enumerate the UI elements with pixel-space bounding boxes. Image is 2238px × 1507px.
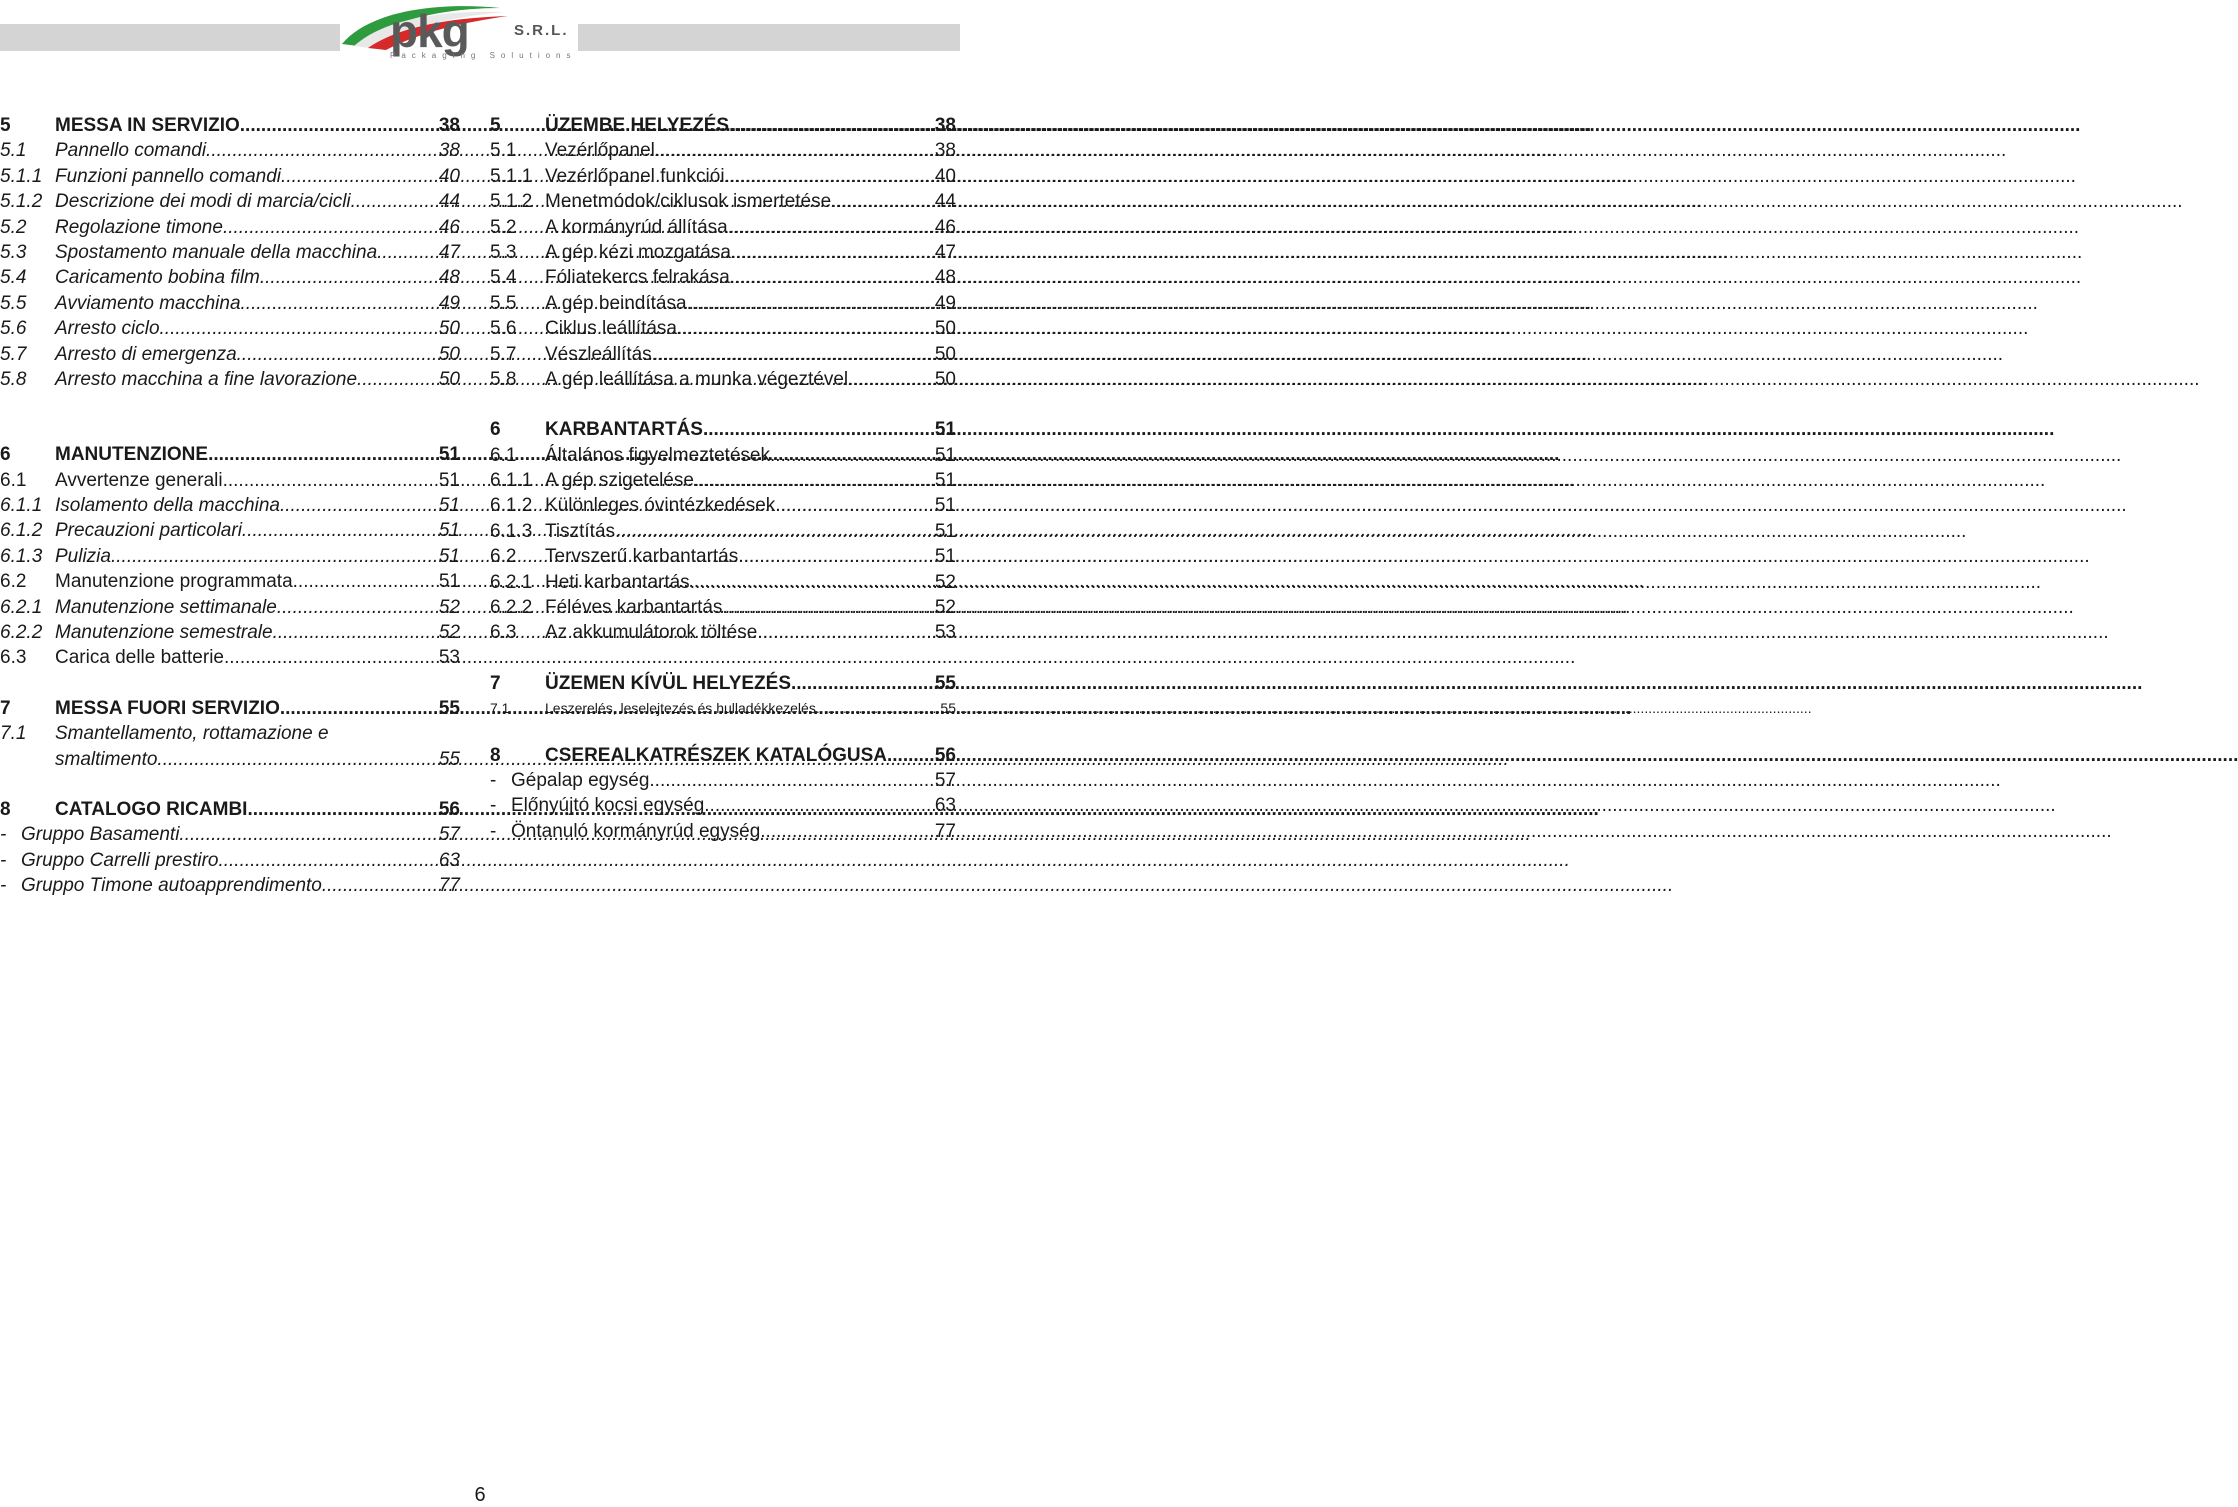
toc-entry	[490, 768, 956, 793]
dot-leader	[731, 240, 935, 265]
toc-section-8	[490, 743, 956, 845]
entry-page: 48	[438, 267, 460, 289]
entry-title: Avvertenze generali	[55, 469, 223, 491]
toc-entry	[490, 793, 956, 818]
entry-title: smaltimento	[55, 748, 158, 770]
entry-title: A kormányrúd állítása	[545, 216, 728, 238]
entry-page: 51	[934, 546, 956, 568]
dot-leader	[273, 620, 439, 645]
entry-page: 50	[438, 318, 460, 340]
toc-entry	[490, 819, 956, 844]
entry-page: 56	[438, 798, 460, 820]
dot-leader	[652, 342, 935, 367]
toc-entry	[490, 342, 956, 367]
dot-leader	[237, 342, 439, 367]
entry-number: -	[490, 795, 497, 817]
logo-wordmark: pkg	[390, 5, 469, 57]
entry-title: Smantellamento, rottamazione e	[55, 723, 329, 745]
toc-italian	[0, 113, 460, 899]
dot-leader	[757, 620, 935, 645]
entry-page: 38	[438, 140, 460, 162]
toc-entry	[490, 696, 956, 721]
toc-entry	[490, 417, 956, 442]
entry-page: 50	[934, 368, 956, 390]
entry-title: Vezérlőpanel	[545, 140, 655, 162]
toc-entry	[0, 696, 460, 721]
entry-page: 51	[438, 571, 460, 593]
entry-title: Caricamento bobina film	[55, 267, 260, 289]
entry-title: Arresto di emergenza	[55, 343, 237, 365]
entry-number: 6.3	[490, 622, 517, 644]
dot-leader	[649, 768, 934, 793]
dot-leader	[218, 848, 438, 873]
entry-page: 51	[438, 469, 460, 491]
entry-number: 5	[0, 115, 11, 136]
entry-page: 50	[934, 343, 956, 365]
entry-title: A gép leállítása a munka végeztével	[545, 368, 849, 390]
toc-section-5	[490, 113, 956, 392]
dot-leader	[241, 291, 439, 316]
entry-title: KARBANTARTÁS	[545, 419, 703, 441]
entry-number: 7.1	[490, 700, 510, 717]
entry-number: 6.2.1	[0, 596, 43, 618]
entry-number: 5.2	[0, 216, 27, 238]
entry-number: 6	[0, 444, 11, 466]
dot-leader	[223, 468, 439, 493]
entry-number: 5.5	[490, 292, 517, 314]
entry-title: Pannello comandi	[55, 140, 207, 162]
toc-entry	[0, 569, 460, 594]
toc-entry	[0, 873, 460, 898]
entry-title: Vészleállítás	[545, 343, 652, 365]
entry-number: 8	[490, 744, 501, 766]
dot-leader	[260, 265, 439, 290]
toc-entry	[0, 518, 460, 543]
toc-entry	[490, 544, 956, 569]
entry-number: -	[490, 820, 497, 842]
entry-title: Fóliatekercs felrakása	[545, 267, 730, 289]
entry-page: 50	[438, 368, 460, 390]
entry-number: 6.2	[490, 546, 517, 568]
dot-leader	[208, 442, 439, 467]
entry-page: 56	[934, 744, 956, 766]
toc-section-7	[490, 671, 956, 722]
entry-number: 6.2.1	[490, 571, 533, 593]
toc-entry	[490, 164, 956, 189]
entry-title: Különleges óvintézkedések	[545, 495, 776, 517]
toc-entry	[0, 265, 460, 290]
entry-number: 6.1.3	[0, 545, 43, 567]
entry-number: 5.3	[490, 241, 517, 263]
entry-page: 53	[438, 647, 460, 669]
entry-number: 6.1	[490, 444, 517, 466]
entry-number: 6.2	[0, 571, 27, 593]
toc-entry	[490, 620, 956, 645]
entry-page: 55	[438, 697, 460, 719]
entry-page: 51	[438, 444, 460, 466]
entry-number: 6.1.3	[490, 520, 533, 542]
entry-title: Gruppo Timone autoapprendimento	[21, 875, 322, 897]
dot-leader	[704, 793, 935, 818]
entry-page: 44	[934, 191, 956, 213]
dot-leader	[775, 493, 935, 518]
toc-entry	[0, 240, 460, 265]
dot-leader	[816, 696, 941, 721]
header-band-right	[578, 24, 960, 51]
dot-leader	[247, 797, 438, 822]
entry-number: 8	[0, 798, 11, 820]
entry-number: 6.3	[0, 647, 27, 669]
dot-leader	[157, 747, 438, 772]
entry-number: 6.2.2	[490, 597, 533, 619]
toc-entry	[0, 544, 460, 569]
entry-page: 52	[438, 622, 460, 644]
dot-leader	[729, 113, 935, 138]
entry-title: Menetmódok/ciklusok ismertetése	[545, 191, 832, 213]
entry-title: Gruppo Carrelli prestiro	[21, 849, 219, 871]
entry-number: 7	[0, 697, 11, 719]
dot-leader	[322, 873, 439, 898]
dot-leader	[377, 240, 439, 265]
dot-leader	[677, 316, 935, 341]
entry-page: 38	[438, 115, 460, 136]
entry-page: 49	[438, 292, 460, 314]
entry-number: 5.1	[0, 140, 27, 162]
toc-entry	[490, 493, 956, 518]
entry-number: 5.5	[0, 292, 27, 314]
dot-leader	[831, 189, 935, 214]
toc-entry	[0, 367, 460, 392]
logo-suffix: S.R.L.	[514, 22, 569, 39]
entry-page: 38	[934, 115, 956, 136]
entry-number: 5.4	[490, 267, 517, 289]
entry-number: 6.2.2	[0, 622, 43, 644]
entry-title: Precauzioni particolari	[55, 520, 242, 542]
entry-number: 7	[490, 672, 501, 694]
entry-title: Általános figyelmeztetések	[545, 444, 770, 466]
page-header	[0, 0, 960, 62]
entry-title: Spostamento manuale della macchina	[55, 241, 378, 263]
entry-number: 5.1.2	[0, 191, 43, 213]
dot-leader	[848, 367, 935, 392]
toc-entry	[490, 468, 956, 493]
entry-number: 6.1.2	[490, 495, 533, 517]
entry-title: Tisztítás	[545, 520, 616, 542]
toc-section-6	[0, 442, 460, 671]
entry-number: 5.4	[0, 267, 27, 289]
entry-number: 5.3	[0, 241, 27, 263]
entry-page: 55	[940, 700, 956, 717]
dot-leader	[111, 544, 439, 569]
toc-entry	[0, 620, 460, 645]
entry-title: Descrizione dei modi di marcia/cicli	[55, 191, 351, 213]
dot-leader	[690, 570, 935, 595]
toc-entry	[0, 342, 460, 367]
toc-entry	[490, 367, 956, 392]
toc-entry	[0, 468, 460, 493]
toc-entry	[490, 291, 956, 316]
entry-title: CSEREALKATRÉSZEK KATALÓGUSA	[545, 744, 887, 766]
dot-leader	[725, 164, 935, 189]
toc-hungarian	[490, 113, 956, 844]
entry-number: 5	[490, 115, 501, 136]
entry-title: MANUTENZIONE	[55, 444, 209, 466]
entry-number: 5.2	[490, 216, 517, 238]
toc-entry	[490, 215, 956, 240]
entry-number: -	[0, 849, 7, 871]
entry-page: 52	[438, 596, 460, 618]
entry-page: 50	[934, 318, 956, 340]
entry-number: 5.7	[490, 343, 517, 365]
toc-entry	[490, 189, 956, 214]
entry-page: 46	[934, 216, 956, 238]
toc-entry	[0, 189, 460, 214]
entry-title: A gép kézi mozgatása	[545, 241, 731, 263]
entry-page: 77	[934, 820, 956, 842]
entry-number: 5.6	[490, 318, 517, 340]
entry-title: Tervszerű karbantartás	[545, 546, 739, 568]
entry-page: 51	[438, 545, 460, 567]
dot-leader	[240, 113, 439, 138]
entry-number: 6.1.2	[0, 520, 43, 542]
toc-entry	[490, 316, 956, 341]
dot-leader	[242, 518, 439, 543]
entry-page: 63	[438, 849, 460, 871]
entry-page: 44	[438, 191, 460, 213]
dot-leader	[728, 215, 935, 240]
entry-number: 6	[490, 419, 501, 441]
dot-leader	[223, 215, 439, 240]
entry-number: 5.6	[0, 318, 27, 340]
toc-entry	[0, 164, 460, 189]
toc-entry	[0, 442, 460, 467]
entry-page: 52	[934, 571, 956, 593]
entry-page: 57	[438, 824, 460, 846]
entry-page: 40	[934, 165, 956, 187]
toc-entry-continued	[0, 747, 460, 772]
dot-leader	[281, 164, 439, 189]
dot-leader	[351, 189, 439, 214]
dot-leader	[277, 595, 439, 620]
entry-page: 55	[438, 748, 460, 770]
dot-leader	[730, 265, 935, 290]
toc-entry	[0, 316, 460, 341]
entry-number: 5.1.2	[490, 191, 533, 213]
toc-entry	[0, 797, 460, 822]
entry-page: 51	[438, 495, 460, 517]
entry-title: Az akkumulátorok töltése	[545, 622, 758, 644]
toc-entry	[490, 240, 956, 265]
entry-number: 5.1.1	[490, 165, 533, 187]
entry-title: Manutenzione programmata	[55, 571, 293, 593]
toc-section-5	[0, 113, 460, 392]
entry-page: 51	[438, 520, 460, 542]
entry-title: ÜZEMEN KÍVÜL HELYEZÉS	[545, 672, 791, 694]
entry-title: Gruppo Basamenti	[21, 824, 180, 846]
dot-leader	[687, 291, 935, 316]
toc-entry	[0, 113, 460, 138]
entry-number: 5.8	[0, 368, 27, 390]
entry-page: 38	[934, 140, 956, 162]
toc-entry	[490, 519, 956, 544]
toc-entry	[490, 595, 956, 620]
toc-entry	[490, 443, 956, 468]
entry-page: 52	[934, 597, 956, 619]
entry-page: 50	[438, 343, 460, 365]
toc-section-6	[490, 417, 956, 646]
dot-leader	[887, 743, 935, 768]
entry-title: Funzioni pannello comandi	[55, 165, 282, 187]
dot-leader	[703, 417, 935, 442]
dot-leader	[760, 819, 935, 844]
dot-leader	[160, 316, 439, 341]
dot-leader	[179, 822, 438, 847]
entry-number: -	[0, 824, 7, 846]
entry-page: 48	[934, 267, 956, 289]
entry-title: Gépalap egység	[511, 769, 650, 791]
entry-title: Manutenzione semestrale	[55, 622, 273, 644]
entry-title: A gép beindítása	[545, 292, 687, 314]
entry-number: -	[0, 875, 7, 897]
entry-number: 6.1	[0, 469, 27, 491]
toc-entry	[0, 822, 460, 847]
entry-page: 40	[438, 165, 460, 187]
entry-title: CATALOGO RICAMBI	[55, 798, 248, 820]
dot-leader	[770, 443, 935, 468]
toc-entry	[490, 113, 956, 138]
toc-entry	[0, 291, 460, 316]
entry-page: 63	[934, 795, 956, 817]
entry-number: 5.1	[490, 140, 517, 162]
entry-title: MESSA FUORI SERVIZIO	[55, 697, 280, 719]
entry-page: 51	[934, 444, 956, 466]
entry-title: Arresto ciclo	[55, 318, 160, 340]
dot-leader	[357, 367, 439, 392]
logo-tagline: Packaging Solutions	[390, 51, 577, 60]
entry-page: 77	[438, 875, 460, 897]
entry-page: 46	[438, 216, 460, 238]
entry-title: Pulizia	[55, 545, 111, 567]
page-number: 6	[474, 1484, 486, 1506]
entry-number: 5.8	[490, 368, 517, 390]
entry-page: 51	[934, 495, 956, 517]
entry-title: Öntanuló kormányrúd egység	[511, 820, 761, 842]
dot-leader	[791, 671, 935, 696]
entry-title: Avviamento macchina	[55, 292, 241, 314]
toc-entry	[0, 215, 460, 240]
entry-title: Regolazione timone	[55, 216, 223, 238]
entry-page: 53	[934, 622, 956, 644]
toc-entry	[0, 493, 460, 518]
entry-page: 47	[934, 241, 956, 263]
dot-leader	[722, 595, 934, 620]
dot-leader	[293, 569, 439, 594]
entry-title: Ciklus leállítása	[545, 318, 677, 340]
header-band-left	[0, 24, 340, 51]
toc-entry	[490, 265, 956, 290]
entry-title: Arresto macchina a fine lavorazione	[55, 368, 358, 390]
entry-page: 55	[934, 672, 956, 694]
toc-entry	[490, 743, 956, 768]
toc-section-8	[0, 797, 460, 899]
entry-number: 6.1.1	[490, 470, 533, 492]
entry-page: 51	[934, 470, 956, 492]
company-logo	[330, 0, 590, 62]
entry-title: Előnyújtó kocsi egység	[511, 795, 705, 817]
toc-entry	[0, 645, 460, 670]
dot-leader	[280, 493, 439, 518]
toc-entry	[0, 721, 460, 746]
dot-leader	[655, 138, 935, 163]
entry-number: -	[490, 769, 497, 791]
entry-title: Vezérlőpanel funkciói	[545, 165, 725, 187]
toc-entry	[490, 138, 956, 163]
entry-title: MESSA IN SERVIZIO	[55, 115, 240, 136]
entry-number: 5.1.1	[0, 165, 43, 187]
dot-leader	[206, 138, 439, 163]
entry-number: 6.1.1	[0, 495, 43, 517]
toc-entry	[0, 848, 460, 873]
toc-entry	[490, 671, 956, 696]
entry-title: ÜZEMBE HELYEZÉS	[545, 115, 730, 136]
entry-page: 51	[934, 419, 956, 441]
dot-leader	[224, 645, 439, 670]
dot-leader	[694, 468, 935, 493]
toc-entry	[0, 595, 460, 620]
entry-page: 49	[934, 292, 956, 314]
entry-page: 57	[934, 769, 956, 791]
toc-entry	[490, 570, 956, 595]
entry-title: Manutenzione settimanale	[55, 596, 277, 618]
entry-title: Heti karbantartás	[545, 571, 690, 593]
entry-number: 5.7	[0, 343, 27, 365]
entry-title: Féléves karbantartás	[545, 597, 723, 619]
dot-leader	[615, 519, 935, 544]
entry-page: 47	[438, 241, 460, 263]
entry-title: Leszerelés, leselejtezés és hulladékkezelés	[545, 700, 816, 717]
entry-title: A gép szigetelése	[545, 470, 694, 492]
entry-number: 7.1	[0, 723, 27, 745]
dot-leader	[280, 696, 439, 721]
entry-title: Isolamento della macchina	[55, 495, 280, 517]
entry-title: Carica delle batterie	[55, 647, 224, 669]
entry-page: 51	[934, 520, 956, 542]
toc-entry	[0, 138, 460, 163]
dot-leader	[738, 544, 935, 569]
toc-section-7	[0, 696, 460, 772]
